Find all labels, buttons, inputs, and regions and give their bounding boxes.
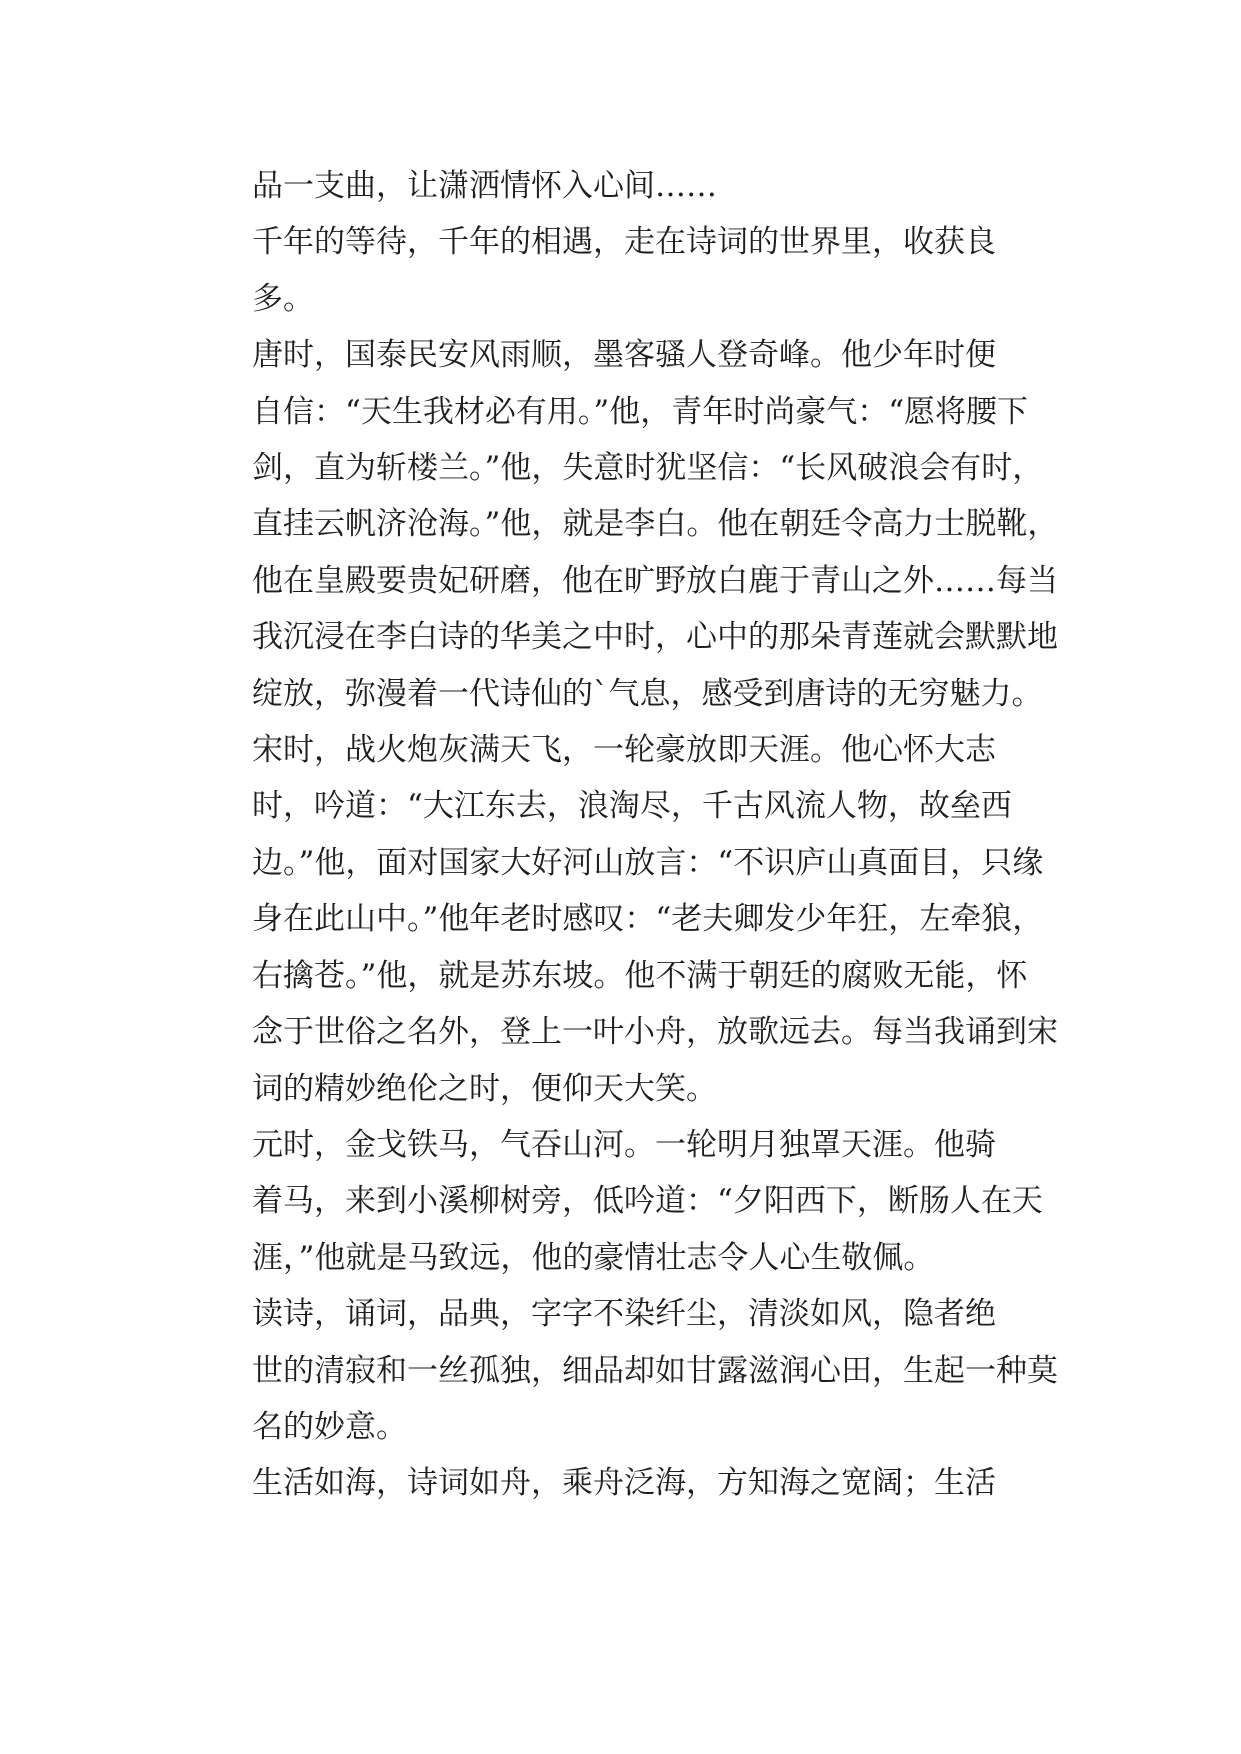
text-line: 我沉浸在李白诗的华美之中时，心中的那朵青莲就会默默地 xyxy=(252,619,1058,656)
text-line: 时，吟道：“大江东去，浪淘尽，千古风流人物，故垒西 xyxy=(252,788,1012,825)
text-line: 身在此山中。”他年老时感叹：“老夫卿发少年狂，左牵狼， xyxy=(252,901,1044,938)
text-line: 世的清寂和一丝孤独，细品却如甘露滋润心田，生起一种莫 xyxy=(252,1352,1058,1389)
text-line: 生活如海，诗词如舟，乘舟泛海，方知海之宽阔；生活 xyxy=(252,1465,996,1502)
text-line: 读诗，诵词，品典，字字不染纤尘，清淡如风，隐者绝 xyxy=(252,1296,996,1333)
text-line: 多。 xyxy=(252,280,314,317)
text-line: 边。”他，面对国家大好河山放言：“不识庐山真面目，只缘 xyxy=(252,844,1044,881)
paragraph-tang xyxy=(190,327,1058,722)
text-line: 绽放，弥漫着一代诗仙的`气息，感受到唐诗的无穷魅力。 xyxy=(252,675,1043,712)
text-line: 直挂云帆济沧海。”他，就是李白。他在朝廷令高力士脱靴， xyxy=(252,506,1059,543)
document-body xyxy=(190,158,1058,1512)
text-line: 他在皇殿要贵妃研磨，他在旷野放白鹿于青山之外……每当 xyxy=(252,562,1058,599)
text-line: 自信：“天生我材必有用。”他，青年时尚豪气：“愿将腰下 xyxy=(252,393,1029,430)
paragraph-life xyxy=(190,1455,1058,1511)
text-line: 着马，来到小溪柳树旁，低吟道：“夕阳西下，断肠人在天 xyxy=(252,1183,1043,1220)
text-line: 涯，”他就是马致远，他的豪情壮志令人心生敬佩。 xyxy=(252,1239,935,1276)
paragraph-song xyxy=(190,722,1058,1117)
text-line: 千年的等待，千年的相遇，走在诗词的世界里，收获良 xyxy=(252,224,996,261)
text-line: 剑，直为斩楼兰。”他，失意时犹坚信：“长风破浪会有时， xyxy=(252,450,1044,487)
text-line: 右擒苍。”他，就是苏东坡。他不满于朝廷的腐败无能，怀 xyxy=(252,957,1028,994)
paragraph-yuan xyxy=(190,1117,1058,1286)
paragraph-reading xyxy=(190,1286,1058,1455)
paragraph-intro xyxy=(190,158,1058,214)
text-line: 宋时，战火炮灰满天飞，一轮豪放即天涯。他心怀大志 xyxy=(252,732,996,769)
paragraph-waiting xyxy=(190,214,1058,327)
text-line: 品一支曲，让潇洒情怀入心间…… xyxy=(252,168,717,204)
text-line: 元时，金戈铁马，气吞山河。一轮明月独罩天涯。他骑 xyxy=(252,1126,996,1163)
text-line: 唐时，国泰民安风雨顺，墨客骚人登奇峰。他少年时便 xyxy=(252,337,996,374)
text-line: 词的精妙绝伦之时，便仰天大笑。 xyxy=(252,1070,717,1107)
text-line: 念于世俗之名外，登上一叶小舟，放歌远去。每当我诵到宋 xyxy=(252,1014,1058,1051)
text-line: 名的妙意。 xyxy=(252,1408,407,1445)
